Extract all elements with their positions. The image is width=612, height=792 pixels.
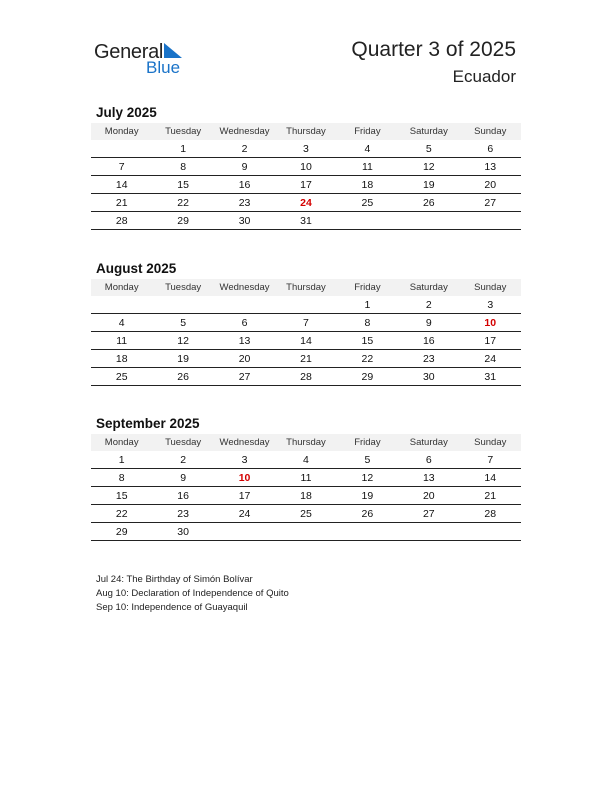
day-cell bbox=[275, 296, 336, 314]
day-cell: 15 bbox=[152, 176, 213, 194]
day-cell bbox=[337, 212, 398, 230]
day-cell: 6 bbox=[460, 140, 521, 158]
day-cell bbox=[460, 523, 521, 541]
day-cell bbox=[398, 212, 459, 230]
day-cell: 22 bbox=[91, 505, 152, 523]
day-cell: 15 bbox=[337, 332, 398, 350]
week-row bbox=[91, 350, 521, 368]
day-cell: 4 bbox=[275, 451, 336, 469]
day-cell bbox=[337, 523, 398, 541]
week-row bbox=[91, 332, 521, 350]
day-cell: 12 bbox=[337, 469, 398, 487]
day-cell: 7 bbox=[275, 314, 336, 332]
weekday-header: Saturday bbox=[398, 279, 459, 296]
holiday-note: Jul 24: The Birthday of Simón Bolívar bbox=[96, 574, 253, 585]
generalblue-logo bbox=[94, 41, 194, 81]
week-row bbox=[91, 140, 521, 158]
day-cell: 24 bbox=[275, 194, 336, 212]
day-cell: 23 bbox=[214, 194, 275, 212]
day-cell: 14 bbox=[91, 176, 152, 194]
day-cell: 4 bbox=[91, 314, 152, 332]
day-cell bbox=[214, 296, 275, 314]
day-cell: 10 bbox=[275, 158, 336, 176]
day-cell: 17 bbox=[275, 176, 336, 194]
day-cell: 4 bbox=[337, 140, 398, 158]
day-cell: 1 bbox=[152, 140, 213, 158]
day-cell bbox=[214, 523, 275, 541]
day-cell: 26 bbox=[398, 194, 459, 212]
weekday-header: Thursday bbox=[275, 123, 336, 140]
day-cell: 31 bbox=[275, 212, 336, 230]
day-cell: 3 bbox=[275, 140, 336, 158]
weekday-header: Wednesday bbox=[214, 123, 275, 140]
day-cell: 21 bbox=[460, 487, 521, 505]
day-cell: 6 bbox=[398, 451, 459, 469]
month-calendar bbox=[91, 414, 521, 541]
day-cell: 25 bbox=[275, 505, 336, 523]
day-cell: 28 bbox=[460, 505, 521, 523]
country-name: Ecuador bbox=[452, 67, 516, 86]
week-row bbox=[91, 212, 521, 230]
day-cell: 16 bbox=[152, 487, 213, 505]
day-cell: 18 bbox=[337, 176, 398, 194]
day-cell: 3 bbox=[460, 296, 521, 314]
day-cell: 27 bbox=[460, 194, 521, 212]
month-title: July 2025 bbox=[96, 105, 157, 120]
day-cell: 18 bbox=[275, 487, 336, 505]
day-cell: 25 bbox=[337, 194, 398, 212]
weekday-header: Sunday bbox=[460, 123, 521, 140]
day-cell: 8 bbox=[152, 158, 213, 176]
day-cell: 20 bbox=[214, 350, 275, 368]
weekday-header: Friday bbox=[337, 123, 398, 140]
day-cell: 17 bbox=[460, 332, 521, 350]
day-cell: 29 bbox=[91, 523, 152, 541]
day-cell: 12 bbox=[398, 158, 459, 176]
day-cell: 9 bbox=[398, 314, 459, 332]
day-cell: 5 bbox=[337, 451, 398, 469]
day-cell: 7 bbox=[91, 158, 152, 176]
day-cell: 28 bbox=[91, 212, 152, 230]
holiday-notes bbox=[96, 573, 289, 615]
month-title: September 2025 bbox=[96, 416, 200, 431]
logo-blue-text: Blue bbox=[146, 58, 181, 77]
day-cell: 26 bbox=[337, 505, 398, 523]
month-calendar bbox=[91, 259, 521, 386]
day-cell: 30 bbox=[152, 523, 213, 541]
day-cell bbox=[91, 296, 152, 314]
week-row bbox=[91, 368, 521, 386]
day-cell: 19 bbox=[152, 350, 213, 368]
logo-triangle-icon bbox=[162, 43, 184, 59]
day-cell: 2 bbox=[152, 451, 213, 469]
month-calendar bbox=[91, 103, 521, 230]
week-row bbox=[91, 523, 521, 541]
day-cell: 3 bbox=[214, 451, 275, 469]
week-row bbox=[91, 469, 521, 487]
weekday-header: Saturday bbox=[398, 123, 459, 140]
day-cell: 6 bbox=[214, 314, 275, 332]
day-cell: 31 bbox=[460, 368, 521, 386]
month-table bbox=[91, 123, 521, 230]
weekday-header: Friday bbox=[337, 279, 398, 296]
day-cell: 24 bbox=[214, 505, 275, 523]
weekday-header: Tuesday bbox=[152, 434, 213, 451]
week-row bbox=[91, 505, 521, 523]
page-title: Quarter 3 of 2025 bbox=[351, 38, 516, 61]
weekday-header: Wednesday bbox=[214, 434, 275, 451]
day-cell: 9 bbox=[152, 469, 213, 487]
holiday-note: Sep 10: Independence of Guayaquil bbox=[96, 602, 248, 613]
week-row bbox=[91, 487, 521, 505]
week-row bbox=[91, 158, 521, 176]
day-cell: 27 bbox=[398, 505, 459, 523]
month-table bbox=[91, 279, 521, 386]
day-cell: 13 bbox=[214, 332, 275, 350]
week-row bbox=[91, 194, 521, 212]
day-cell: 14 bbox=[460, 469, 521, 487]
day-cell: 1 bbox=[91, 451, 152, 469]
day-cell: 30 bbox=[214, 212, 275, 230]
weekday-header: Thursday bbox=[275, 434, 336, 451]
day-cell: 26 bbox=[152, 368, 213, 386]
day-cell: 8 bbox=[337, 314, 398, 332]
day-cell: 15 bbox=[91, 487, 152, 505]
day-cell bbox=[91, 140, 152, 158]
day-cell: 8 bbox=[91, 469, 152, 487]
month-title: August 2025 bbox=[96, 261, 177, 276]
day-cell: 18 bbox=[91, 350, 152, 368]
day-cell: 12 bbox=[152, 332, 213, 350]
day-cell: 29 bbox=[337, 368, 398, 386]
day-cell bbox=[275, 523, 336, 541]
weekday-header: Sunday bbox=[460, 434, 521, 451]
day-cell: 21 bbox=[91, 194, 152, 212]
day-cell: 30 bbox=[398, 368, 459, 386]
day-cell: 7 bbox=[460, 451, 521, 469]
weekday-header: Monday bbox=[91, 279, 152, 296]
weekday-header: Friday bbox=[337, 434, 398, 451]
day-cell: 5 bbox=[152, 314, 213, 332]
day-cell: 22 bbox=[337, 350, 398, 368]
holiday-note: Aug 10: Declaration of Independence of Quito bbox=[96, 588, 289, 599]
day-cell: 23 bbox=[398, 350, 459, 368]
day-cell: 23 bbox=[152, 505, 213, 523]
day-cell bbox=[460, 212, 521, 230]
weekday-header: Sunday bbox=[460, 279, 521, 296]
week-row bbox=[91, 176, 521, 194]
day-cell: 22 bbox=[152, 194, 213, 212]
day-cell: 10 bbox=[460, 314, 521, 332]
day-cell: 20 bbox=[460, 176, 521, 194]
day-cell: 16 bbox=[398, 332, 459, 350]
day-cell: 28 bbox=[275, 368, 336, 386]
day-cell: 14 bbox=[275, 332, 336, 350]
weekday-header: Thursday bbox=[275, 279, 336, 296]
week-row bbox=[91, 451, 521, 469]
day-cell: 10 bbox=[214, 469, 275, 487]
weekday-header: Wednesday bbox=[214, 279, 275, 296]
week-row bbox=[91, 314, 521, 332]
day-cell: 2 bbox=[214, 140, 275, 158]
weekday-header: Monday bbox=[91, 123, 152, 140]
day-cell: 24 bbox=[460, 350, 521, 368]
day-cell: 11 bbox=[91, 332, 152, 350]
weekday-header: Tuesday bbox=[152, 279, 213, 296]
weekday-header: Saturday bbox=[398, 434, 459, 451]
day-cell: 5 bbox=[398, 140, 459, 158]
week-row bbox=[91, 296, 521, 314]
day-cell bbox=[152, 296, 213, 314]
day-cell: 13 bbox=[398, 469, 459, 487]
day-cell: 21 bbox=[275, 350, 336, 368]
day-cell: 9 bbox=[214, 158, 275, 176]
day-cell: 19 bbox=[337, 487, 398, 505]
day-cell: 2 bbox=[398, 296, 459, 314]
day-cell: 27 bbox=[214, 368, 275, 386]
logo-general-text: General bbox=[94, 41, 164, 63]
month-table bbox=[91, 434, 521, 541]
weekday-header: Tuesday bbox=[152, 123, 213, 140]
weekday-header: Monday bbox=[91, 434, 152, 451]
day-cell: 1 bbox=[337, 296, 398, 314]
day-cell: 16 bbox=[214, 176, 275, 194]
day-cell bbox=[398, 523, 459, 541]
day-cell: 13 bbox=[460, 158, 521, 176]
day-cell: 19 bbox=[398, 176, 459, 194]
day-cell: 11 bbox=[337, 158, 398, 176]
day-cell: 11 bbox=[275, 469, 336, 487]
day-cell: 20 bbox=[398, 487, 459, 505]
day-cell: 17 bbox=[214, 487, 275, 505]
day-cell: 29 bbox=[152, 212, 213, 230]
day-cell: 25 bbox=[91, 368, 152, 386]
